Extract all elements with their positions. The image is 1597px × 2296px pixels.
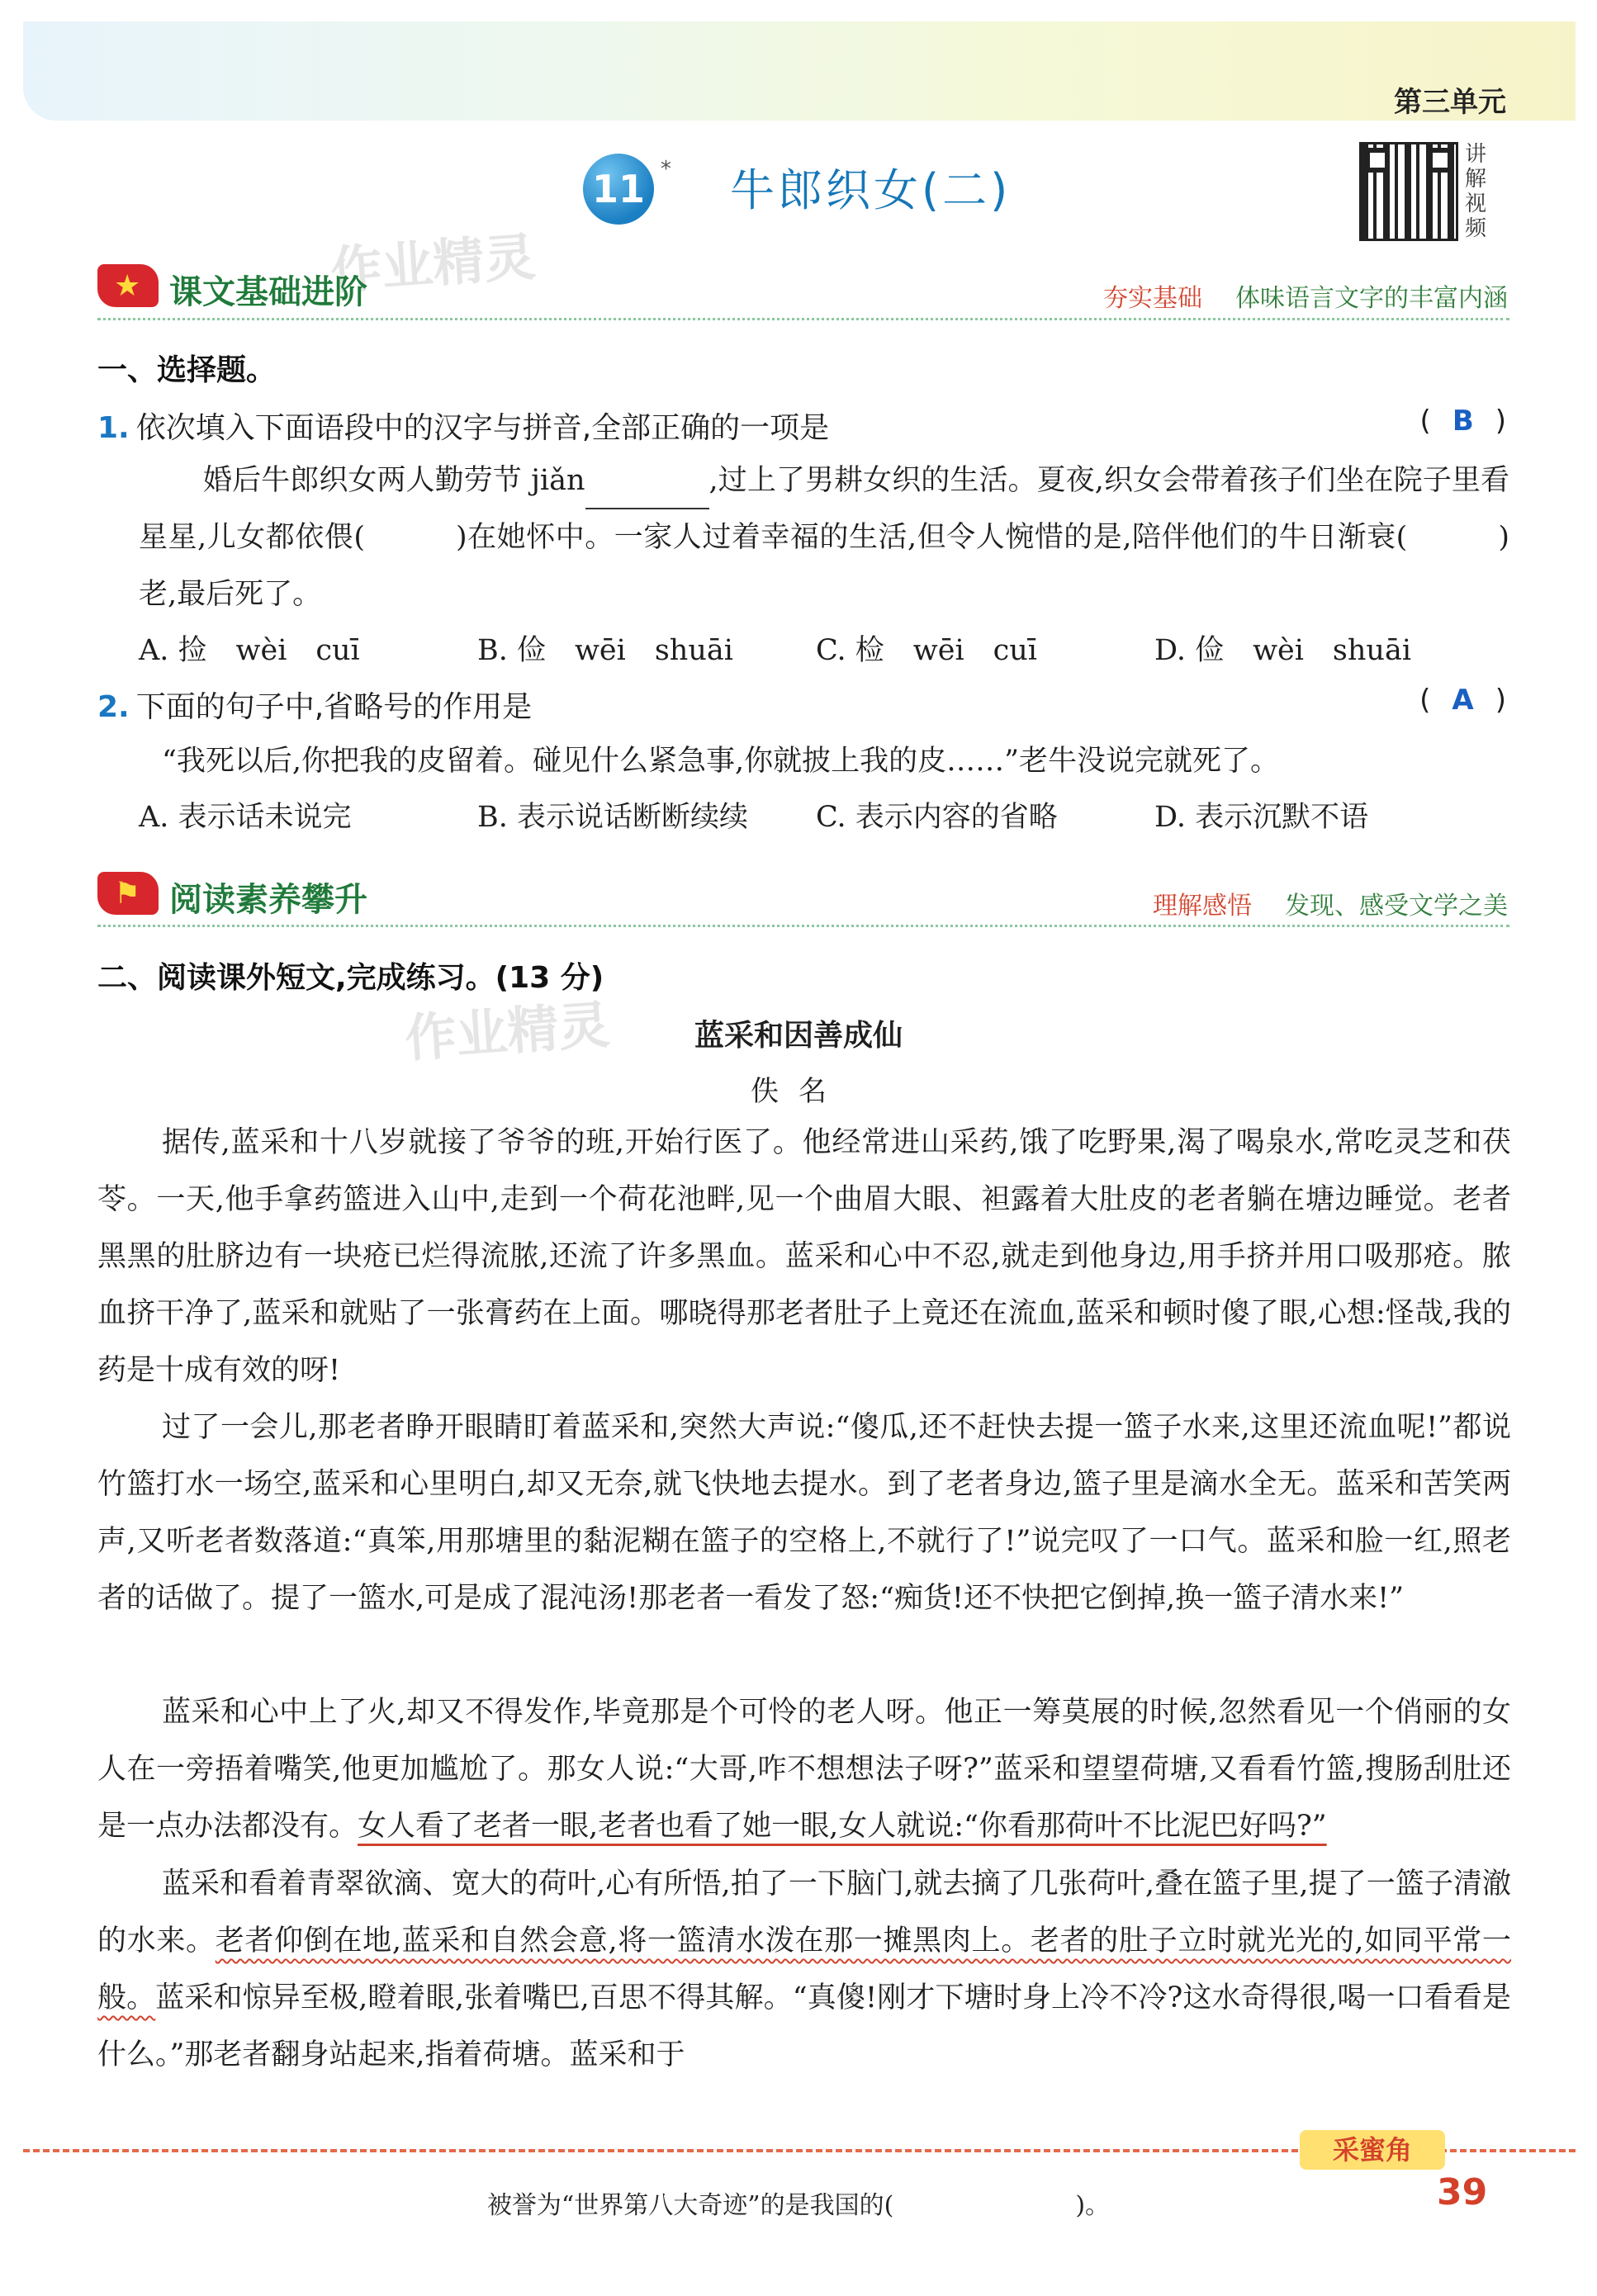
header-band <box>23 21 1576 121</box>
question-2-options <box>139 794 1501 836</box>
question-1-passage: 婚后牛郎织女两人勤劳节 jiǎn ,过上了男耕女织的生活。夏夜,织女会带着孩子们坐在院子里看星星,儿女都依偎( )在她怀中。一家人过着幸福的生活,但令人惋惜的是,陪伴他们的牛日渐衰( )老,最后死了。 <box>139 464 1509 611</box>
option-d[interactable]: D. 俭 wèi shuāi <box>1154 634 1412 667</box>
flag-icon: ⚑ <box>97 872 159 915</box>
option-a[interactable]: A. 表示话未说完 <box>139 801 352 834</box>
section-motto-basics: 夯实基础 体味语言文字的丰富内涵 <box>1103 284 1508 313</box>
qr-label: 讲解视频 <box>1465 142 1487 241</box>
part1-heading: 一、选择题。 <box>97 353 277 387</box>
unit-label: 第三单元 <box>1394 86 1506 119</box>
article-paragraph-3: 蓝采和心中上了火,却又不得发作,毕竟那是个可怜的老人呀。他正一筹莫展的时候,忽然看见一个俏丽的女人在一旁捂着嘴笑,他更加尴尬了。那女人说:“大哥,咋不想想法子呀?”蓝采和望望荷塘,又看看竹篮,搜肠刮肚还是一点办法都没有。女人看了老者一眼,老者也看了她一眼,女人就说:“你看那荷叶不比泥巴好吗?” <box>97 1696 1511 1843</box>
question-2-answer: ( A ) <box>1419 684 1506 717</box>
article-title: 蓝采和因善成仙 <box>694 1019 903 1053</box>
article-paragraph-4: 蓝采和看着青翠欲滴、宽大的荷叶,心有所悟,拍了一下脑门,就去摘了几张荷叶,叠在篮子里,提了一篮子清澈的水来。老者仰倒在地,蓝采和自然会意,将一篮清水泼在那一摊黑肉上。老者的肚子立时就光光的,如同平常一般。蓝采和惊异至极,瞪着眼,张着嘴巴,百思不得其解。“真傻!刚才下塘时身上冷不冷?这水奇得很,喝一口看看是什么。”那老者翻身站起来,指着荷塘。蓝采和于 <box>97 1868 1511 2071</box>
watermark: 作业精灵 <box>403 994 612 1069</box>
question-2-sentence: “我死以后,你把我的皮留着。碰见什么紧急事,你就披上我的皮……”老牛没说完就死了。 <box>162 745 1280 778</box>
question-2-stem: 2. 下面的句子中,省略号的作用是 <box>97 690 533 724</box>
divider <box>97 925 1509 927</box>
section-title-reading: 阅读素养攀升 <box>169 881 367 919</box>
option-c[interactable]: C. 检 wēi cuī <box>816 634 1037 667</box>
question-1-options <box>139 627 1501 669</box>
question-1-stem: 1. 依次填入下面语段中的汉字与拼音,全部正确的一项是 <box>97 411 830 445</box>
article-author: 佚名 <box>751 1075 846 1108</box>
part2-heading: 二、阅读课外短文,完成练习。(13 分) <box>97 961 604 995</box>
section-motto-reading: 理解感悟 发现、感受文学之美 <box>1153 892 1508 921</box>
corner-tag: 采蜜角 <box>1300 2130 1445 2170</box>
article-paragraph-1: 据传,蓝采和十八岁就接了爷爷的班,开始行医了。他经常进山采药,饿了吃野果,渴了喝泉水,常吃灵芝和茯苓。一天,他手拿药篮进入山中,走到一个荷花池畔,见一个曲眉大眼、袒露着大肚皮的老者躺在塘边睡觉。老者黑黑的肚脐边有一块疮已烂得流脓,还流了许多黑血。蓝采和心中不忍,就走到他身边,用手挤并用口吸那疮。脓血挤干净了,蓝采和就贴了一张膏药在上面。哪晓得那老者肚子上竟还在流血,蓝采和顿时傻了眼,心想:怪哉,我的药是十成有效的呀! <box>97 1126 1511 1387</box>
divider <box>97 318 1509 320</box>
lesson-star: * <box>661 157 671 182</box>
lesson-number-badge: 11 <box>583 154 654 225</box>
lesson-title: 牛郎织女(二) <box>730 164 1012 216</box>
wavy-underlined-sentence: 老者仰倒在地,蓝采和自然会意,将一篮清水泼在那一摊黑肉上。老者的肚子立时就光光的,如同平常一般。 <box>97 1924 1511 2014</box>
qr-code-icon[interactable] <box>1359 142 1458 241</box>
option-b[interactable]: B. 俭 wēi shuāi <box>477 634 733 667</box>
answer-blank[interactable] <box>585 480 709 509</box>
article-paragraph-2: 过了一会儿,那老者睁开眼睛盯着蓝采和,突然大声说:“傻瓜,还不赶快去提一篮子水来,这里还流血呢!”都说竹篮打水一场空,蓝采和心里明白,却又无奈,就飞快地去提水。到了老者身边,篮子里是滴水全无。蓝采和苦笑两声,又听老者数落道:“真笨,用那塘里的黏泥糊在篮子的空格上,不就行了!”说完叹了一口气。蓝采和脸一红,照老者的话做了。提了一篮水,可是成了混沌汤!那老者一看发了怒:“痴货!还不快把它倒掉,换一篮子清水来!” <box>97 1411 1511 1615</box>
page-number: 39 <box>1437 2171 1488 2213</box>
option-c[interactable]: C. 表示内容的省略 <box>816 801 1058 834</box>
option-a[interactable]: A. 捡 wèi cuī <box>139 634 360 667</box>
option-d[interactable]: D. 表示沉默不语 <box>1154 801 1369 834</box>
star-flag-icon: ★ <box>97 264 159 307</box>
watermark: 作业精灵 <box>329 226 538 301</box>
option-b[interactable]: B. 表示说话断断续续 <box>477 801 748 834</box>
underlined-sentence: 女人看了老者一眼,老者也看了她一眼,女人就说:“你看那荷叶不比泥巴好吗?” <box>358 1810 1327 1843</box>
footer-question: 被誉为“世界第八大奇迹”的是我国的( )。 <box>486 2191 1111 2220</box>
question-1-answer: ( B ) <box>1419 405 1506 438</box>
section-title-basics: 课文基础进阶 <box>169 273 367 311</box>
